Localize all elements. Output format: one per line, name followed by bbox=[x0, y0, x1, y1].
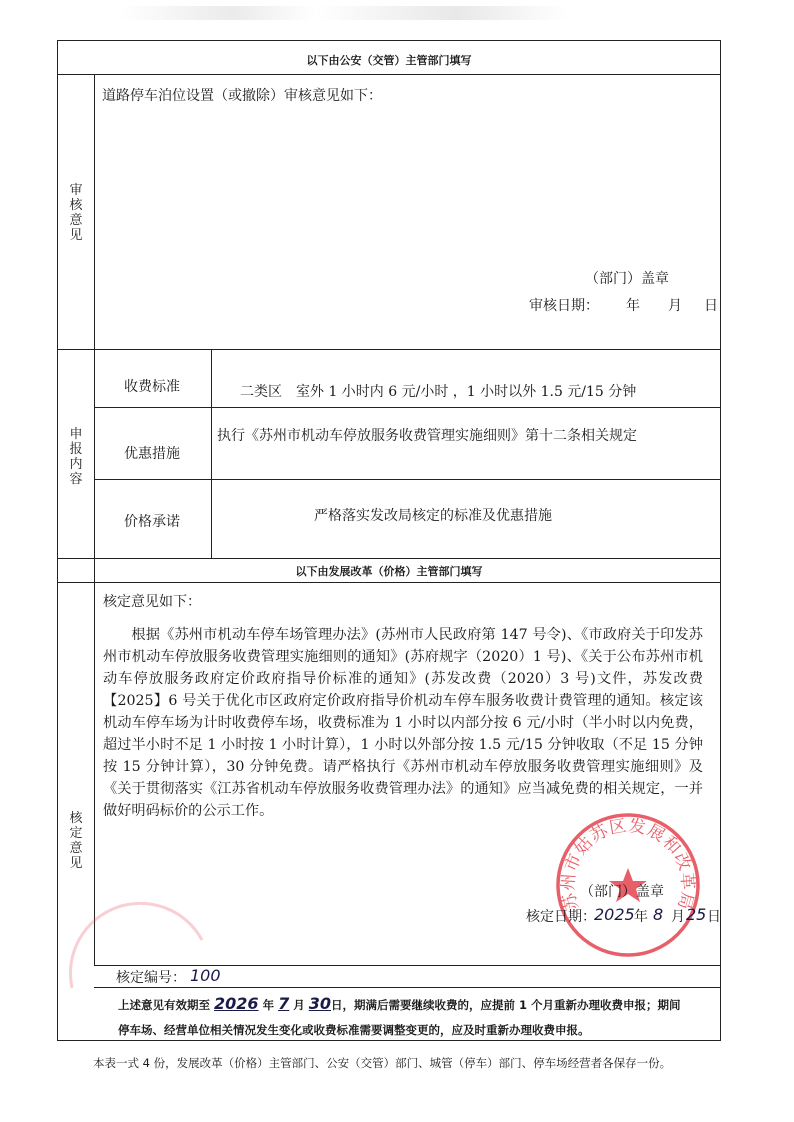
police-section-header: 以下由公安（交管）主管部门填写 bbox=[306, 54, 472, 67]
police-date-month-unit: 月 bbox=[668, 298, 682, 314]
reform-opinion-title: 核定意见如下： bbox=[103, 594, 201, 610]
reform-seal-label: （部门）盖章 bbox=[580, 884, 664, 900]
police-review-date-label: 审核日期： bbox=[529, 298, 599, 314]
review-opinion-label: 审核意见 bbox=[69, 183, 83, 243]
validity-line-2: 停车场、经营单位相关情况发生变化或收费标准需要调整变更的，应及时重新办理收费申报。 bbox=[118, 1023, 590, 1037]
approval-opinion-label: 核定意见 bbox=[69, 811, 83, 871]
approval-number-value: 100 bbox=[190, 966, 221, 985]
footnote: 本表一式 4 份，发展改革（价格）主管部门、公安（交管）部门、城管（停车）部门、停车场经营者各保存一份。 bbox=[93, 1056, 672, 1070]
police-date-day-unit: 日 bbox=[704, 298, 718, 314]
seal-text: 苏州市姑苏区发展和改革局 bbox=[558, 815, 698, 913]
reform-date-month-unit: 月 bbox=[671, 909, 685, 925]
validity-statement bbox=[118, 995, 681, 1014]
validity-day-unit: 日 bbox=[331, 998, 343, 1012]
reform-date-label: 核定日期： bbox=[526, 909, 596, 925]
approval-number-label: 核定编号： bbox=[116, 970, 186, 986]
faint-seal-remnant bbox=[62, 900, 212, 990]
validity-month: 7 bbox=[278, 994, 290, 1013]
reform-section-header: 以下由发展改革（价格）主管部门填写 bbox=[295, 565, 483, 578]
reform-date-year: 2025 bbox=[594, 905, 635, 924]
validity-prefix: 上述意见有效期至 bbox=[118, 998, 210, 1012]
fee-standard-value: 二类区 室外 1 小时内 6 元/小时 ，1 小时以外 1.5 元/15 分钟 bbox=[240, 384, 637, 400]
police-date-year-unit: 年 bbox=[626, 298, 640, 314]
discount-measures-label: 优惠措施 bbox=[124, 446, 180, 462]
validity-month-unit: 月 bbox=[293, 998, 305, 1012]
validity-year: 2026 bbox=[214, 994, 259, 1013]
fee-standard-label: 收费标准 bbox=[124, 379, 180, 395]
price-commitment-value: 严格落实发改局核定的标准及优惠措施 bbox=[314, 508, 552, 524]
police-opinion-title: 道路停车泊位设置（或撤除）审核意见如下： bbox=[102, 88, 382, 104]
validity-year-unit: 年 bbox=[262, 998, 275, 1012]
price-commitment-label: 价格承诺 bbox=[124, 514, 180, 530]
validity-day: 30 bbox=[308, 994, 332, 1013]
reform-date-year-unit: 年 bbox=[634, 909, 648, 925]
validity-suffix: ，期满后需要继续收费的，应提前 1 个月重新办理收费申报；期间 bbox=[342, 998, 681, 1012]
parking-fee-form bbox=[57, 40, 721, 1041]
police-seal-label: （部门）盖章 bbox=[585, 271, 669, 287]
reform-date-day: 25 bbox=[686, 905, 707, 924]
reform-date-month: 8 bbox=[653, 905, 664, 924]
reform-opinion-body: 根据《苏州市机动车停车场管理办法》(苏州市人民政府第 147 号令)、《市政府关于印发苏州市机动车停放服务收费管理实施细则的通知》(苏府规字（2020）1 号)、《关于公布苏州市机动车停放服务政府定价政府指导价标准的通知》(苏发改费（2020）3 号)文件，苏发改费【2025】6 号关于优化市区政府定价政府指导价机动车停车服务收费计费管理的通知。核定该机动车停车场为计时收费停车场，收费标准为 1 小时以内部分按 6 元/小时（半小时以内免费，超过半小时不足 1 小时按 1 小时计算），1 小时以外部分按 1.5 元/15 分钟收取（不足 15 分钟按 15 分钟计算），30 分钟免费。请严格执行《苏州市机动车停放服务收费管理实施细则》及《关于贯彻落实《江苏省机动车停放服务收费管理办法》的通知》应当减免费的相关规定，一并做好明码标价的公示工作。 bbox=[103, 627, 703, 819]
scan-artifact bbox=[120, 6, 680, 20]
discount-measures-value: 执行《苏州市机动车停放服务收费管理实施细则》第十二条相关规定 bbox=[217, 428, 637, 444]
declaration-content-label: 申报内容 bbox=[69, 427, 83, 487]
reform-date-day-unit: 日 bbox=[707, 909, 721, 925]
